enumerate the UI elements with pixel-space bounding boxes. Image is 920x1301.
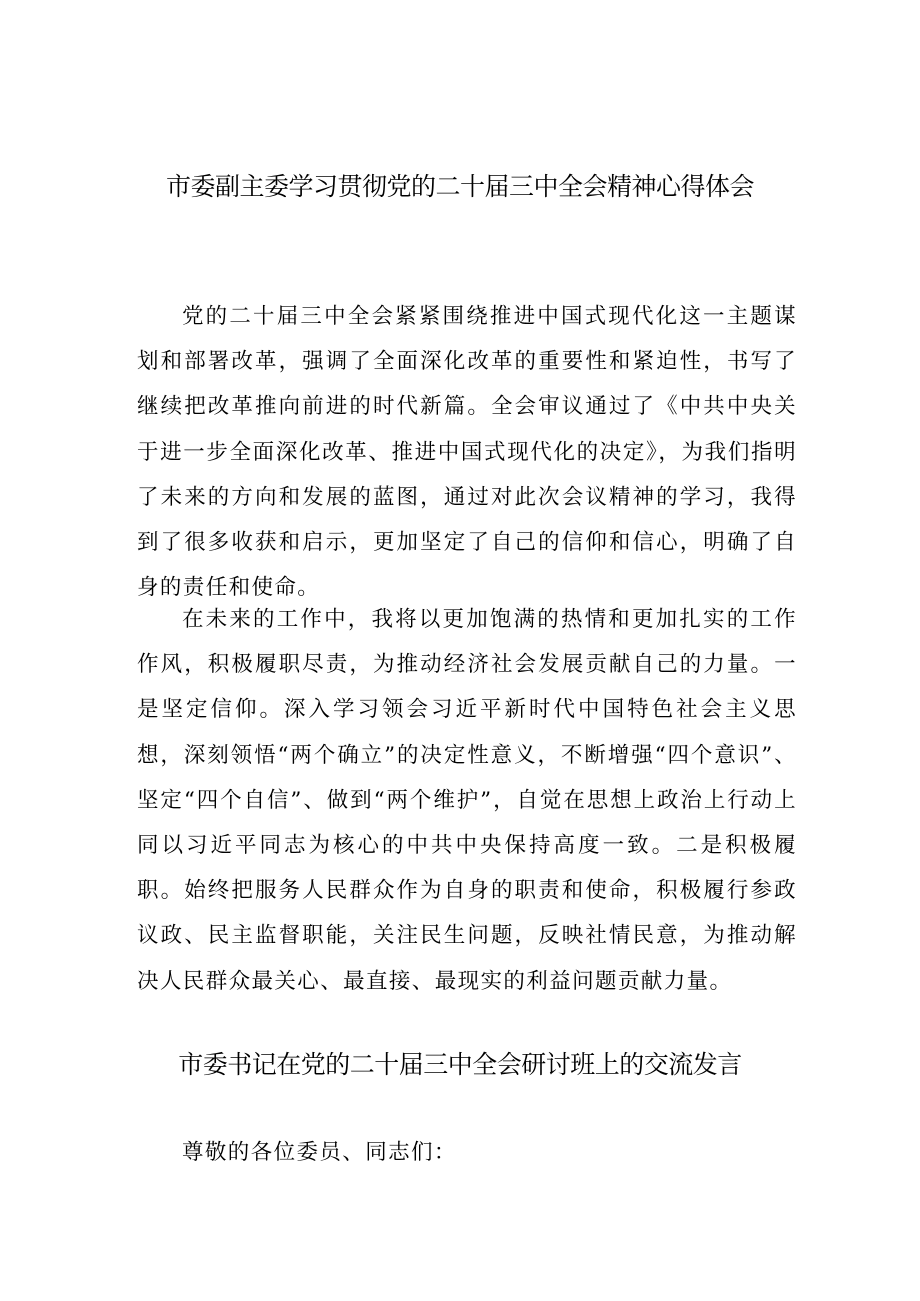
section1-title: 市委副主委学习贯彻党的二十届三中全会精神心得体会 — [165, 172, 754, 201]
section1-paragraph-2: 在未来的工作中，我将以更加饱满的热情和更加扎实的工作作风，积极履职尽责，为推动经济社会发展贡献自己的力量。一是坚定信仰。深入学习领会习近平新时代中国特色社会主义思想，深刻领悟“两个确立”的决定性意义，不断增强“四个意识”、坚定“四个自信”、做到“两个维护”，自觉在思想上政治上行动上同以习近平同志为核心的中共中央保持高度一致。二是积极履职。始终把服务人民群众作为自身的职责和使命，积极履行参政议政、民主监督职能，关注民生问题，反映社情民意，为推动解决人民群众最关心、最直接、最现实的利益问题贡献力量。 — [137, 607, 797, 994]
section1-paragraph-1: 党的二十届三中全会紧紧围绕推进中国式现代化这一主题谋划和部署改革，强调了全面深化改革的重要性和紧迫性，书写了继续把改革推向前进的时代新篇。全会审议通过了《中共中央关于进一步全面深化改革、推进中国式现代化的决定》，为我们指明了未来的方向和发展的蓝图，通过对此次会议精神的学习，我得到了很多收获和启示，更加坚定了自己的信仰和信心，明确了自身的责任和使命。 — [137, 304, 797, 601]
section2-title: 市委书记在党的二十届三中全会研讨班上的交流发言 — [178, 1050, 742, 1079]
section2-salutation: 尊敬的各位委员、同志们： — [182, 1140, 457, 1165]
